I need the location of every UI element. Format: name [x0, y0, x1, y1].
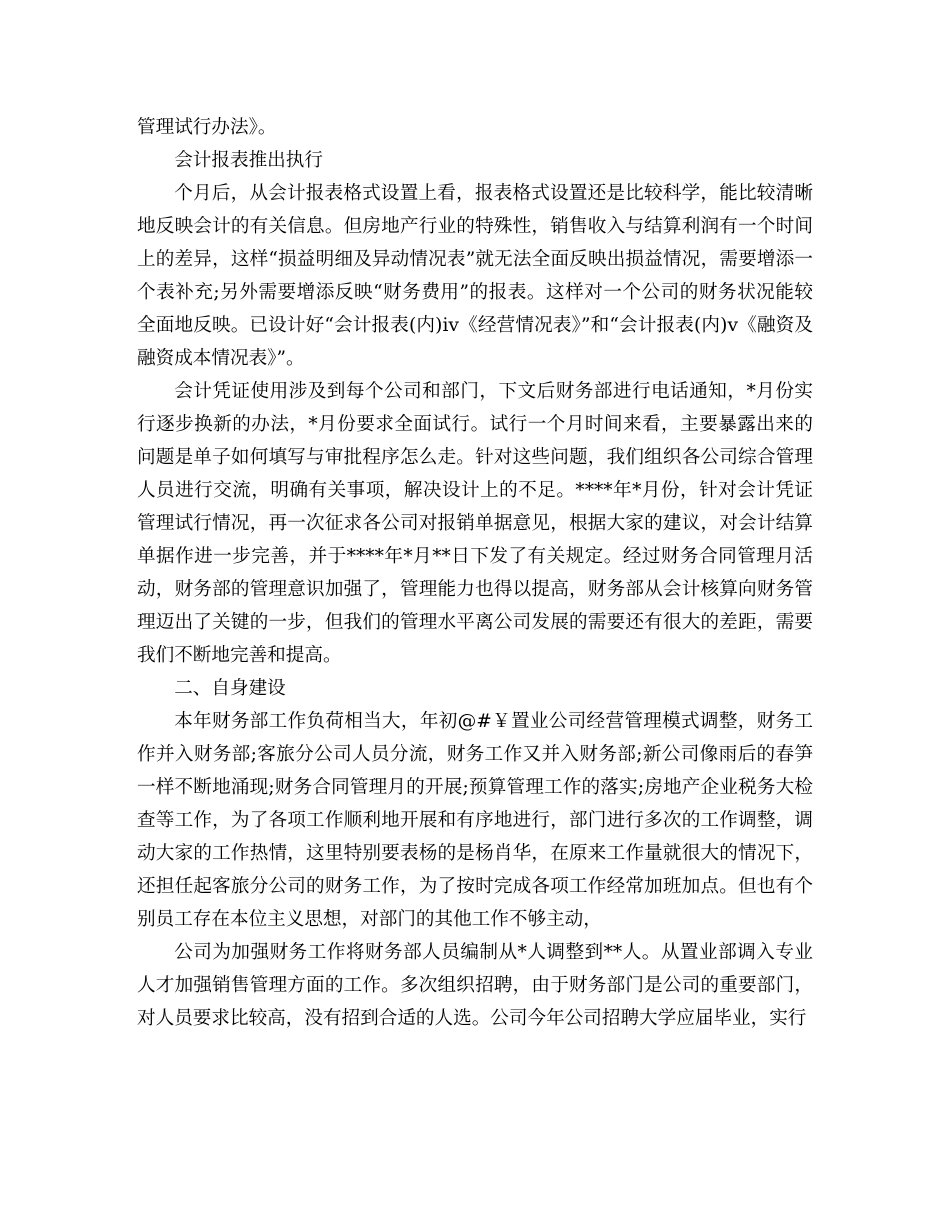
paragraph-continuation: 管理试行办法》。	[137, 117, 277, 138]
section-heading-report-execution: 会计报表推出执行	[174, 150, 323, 171]
paragraph-voucher-usage: 会计凭证使用涉及到每个公司和部门，下文后财务部进行电话通知，*月份实行逐步换新的办法，*月份要求全面试行。试行一个月时间来看，主要暴露出来的问题是单子如何填写与审批程序怎么走。针对这些问题，我们组织各公司综合管理人员进行交流，明确有关事项，解决设计上的不足。****年*月份，针对会计凭证管理试行情况，再一次征求各公司对报销单据意见，根据大家的建议，对会计结算单据作进一步完善，并于****年*月**日下发了有关规定。经过财务合同管理月活动，财务部的管理意识加强了，管理能力也得以提高，财务部从会计核算向财务管理迈出了关键的一步，但我们的管理水平离公司发展的需要还有很大的差距，需要我们不断地完善和提高。	[137, 381, 813, 666]
paragraph-report-format: 个月后，从会计报表格式设置上看，报表格式设置还是比较科学，能比较清晰地反映会计的有关信息。但房地产行业的特殊性，销售收入与结算利润有一个时间上的差异，这样“损益明细及异动情况表”就无法全面反映出损益情况，需要增添一个表补充;另外需要增添反映“财务费用”的报表。这样对一个公司的财务状况能较全面地反映。已设计好“会计报表(内)ⅳ《经营情况表》”和“会计报表(内)ⅴ《融资及融资成本情况表》”。	[137, 183, 813, 369]
document-body	[137, 111, 813, 1035]
paragraph-staffing: 公司为加强财务工作将财务部人员编制从*人调整到**人。从置业部调入专业人才加强销售管理方面的工作。多次组织招聘，由于财务部门是公司的重要部门，对人员要求比较高，没有招到合适的人选。公司今年公司招聘大学应届毕业，实行	[137, 942, 813, 1029]
paragraph-workload: 本年财务部工作负荷相当大，年初@#￥置业公司经营管理模式调整，财务工作并入财务部;客旅分公司人员分流，财务工作又并入财务部;新公司像雨后的春笋一样不断地涌现;财务合同管理月的开展;预算管理工作的落实;房地产企业税务大检查等工作，为了各项工作顺利地开展和有序地进行，部门进行多次的工作调整，调动大家的工作热情，这里特别要表杨的是杨肖华，在原来工作量就很大的情况下，还担任起客旅分公司的财务工作，为了按时完成各项工作经常加班加点。但也有个别员工存在本位主义思想，对部门的其他工作不够主动，	[137, 711, 813, 930]
section-heading-self-building: 二、自身建设	[174, 678, 286, 699]
